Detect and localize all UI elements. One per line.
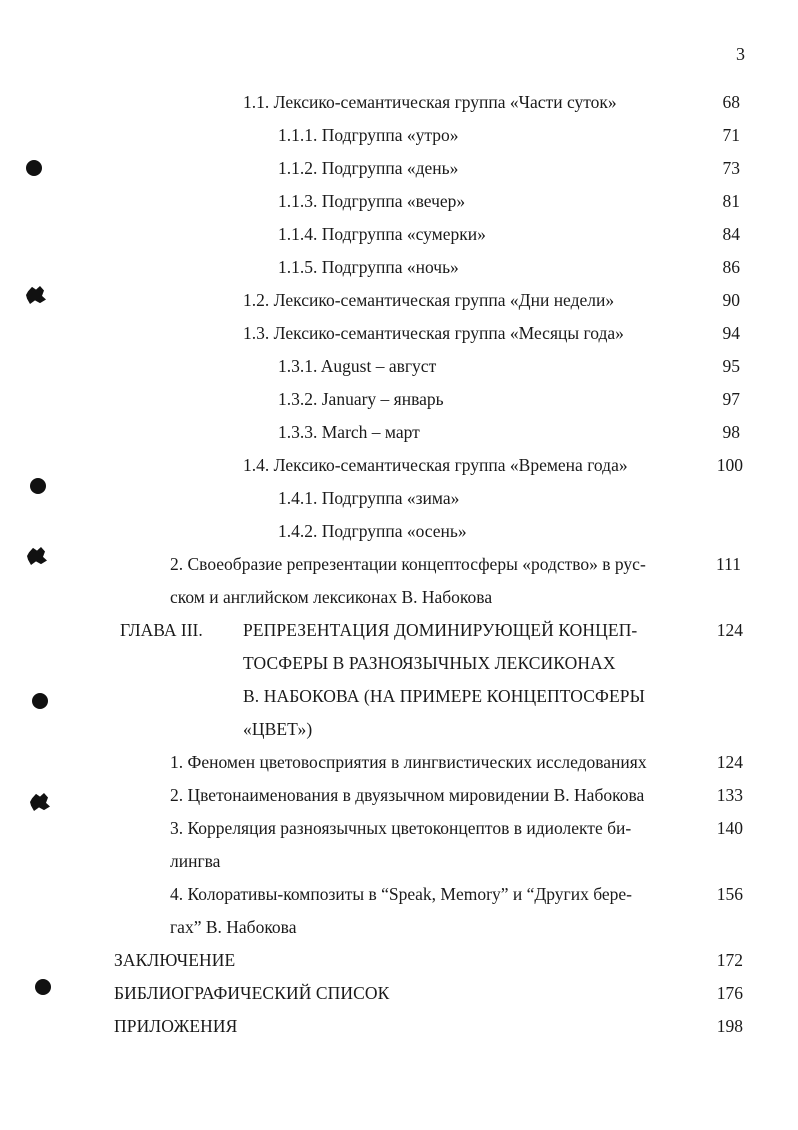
toc-entry-page: 198 (716, 1016, 743, 1036)
toc-entry-page: 176 (716, 983, 743, 1003)
binder-hole-mark (35, 979, 51, 995)
chapter-title: РЕПРЕЗЕНТАЦИЯ ДОМИНИРУЮЩЕЙ КОНЦЕП- (243, 620, 638, 640)
toc-entry-text: 1.1.2. Подгруппа «день» (278, 158, 459, 178)
toc-entry-page: 95 (722, 356, 740, 376)
toc-entry-text: 1.4. Лексико-семантическая группа «Времена года» (243, 455, 628, 475)
toc-entry-page: 100 (716, 455, 743, 475)
toc-entry-text: БИБЛИОГРАФИЧЕСКИЙ СПИСОК (114, 983, 390, 1003)
toc-entry-text: лингва (170, 851, 221, 871)
ink-blot-mark (30, 793, 50, 811)
chapter-title: ТОСФЕРЫ В РАЗНОЯЗЫЧНЫХ ЛЕКСИКОНАХ (243, 653, 616, 673)
toc-entry-page: 124 (716, 752, 743, 772)
chapter-label: ГЛАВА III. (120, 620, 203, 640)
ink-blot-mark (27, 547, 47, 565)
toc-entry-page: 94 (722, 323, 740, 343)
toc-entry-text: 3. Корреляция разноязычных цветоконцептов в идиолекте би- (170, 818, 632, 838)
chapter-title: В. НАБОКОВА (НА ПРИМЕРЕ КОНЦЕПТОСФЕРЫ (243, 686, 645, 706)
binder-hole-mark (32, 693, 48, 709)
toc-entry-text: 1.3.2. January – январь (278, 389, 444, 409)
toc-entry-text: 2. Своеобразие репрезентации концептосферы «родство» в рус- (170, 554, 646, 574)
toc-entry-page: 81 (722, 191, 740, 211)
toc-entry-text: гах” В. Набокова (170, 917, 297, 937)
toc-entry-text: 1.1.4. Подгруппа «сумерки» (278, 224, 486, 244)
toc-entry-page: 90 (722, 290, 740, 310)
toc-entry-page: 172 (716, 950, 743, 970)
toc-entry-page: 73 (722, 158, 740, 178)
toc-entry-text: 1.1. Лексико-семантическая группа «Части суток» (243, 92, 617, 112)
toc-entry-text: 2. Цветонаименования в двуязычном мировидении В. Набокова (170, 785, 645, 805)
toc-entry-page: 156 (716, 884, 743, 904)
toc-entry-text: 1.3. Лексико-семантическая группа «Месяцы года» (243, 323, 624, 343)
toc-entry-text: 1.1.1. Подгруппа «утро» (278, 125, 459, 145)
page-number: 3 (736, 44, 745, 64)
toc-entry-page: 124 (716, 620, 743, 640)
toc-entry-page: 71 (722, 125, 740, 145)
toc-entry-text: 1.1.3. Подгруппа «вечер» (278, 191, 466, 211)
toc-entry-page: 133 (716, 785, 743, 805)
toc-entry-text: 1.4.2. Подгруппа «осень» (278, 521, 467, 541)
toc-entry-text: 1.4.1. Подгруппа «зима» (278, 488, 460, 508)
toc-entry-page: 86 (722, 257, 740, 277)
toc-entry-text: 1. Феномен цветовосприятия в лингвистических исследованиях (170, 752, 647, 772)
toc-entry-page: 140 (716, 818, 743, 838)
binder-hole-mark (26, 160, 42, 176)
toc-entry-page: 68 (722, 92, 740, 112)
chapter-title: «ЦВЕТ») (243, 719, 313, 739)
toc-entry-text: ПРИЛОЖЕНИЯ (114, 1016, 238, 1036)
toc-entry-page: 97 (722, 389, 740, 409)
toc-entry-text: 1.3.3. March – март (278, 422, 420, 442)
toc-entry-page: 111 (716, 554, 741, 574)
toc-entry-text: 1.1.5. Подгруппа «ночь» (278, 257, 459, 277)
toc-entry-text: 4. Колоративы-композиты в “Speak, Memory” и “Других бере- (170, 884, 633, 904)
toc-entry-page: 98 (722, 422, 740, 442)
ink-blot-mark (26, 286, 46, 304)
toc-entry-text: ском и английском лексиконах В. Набокова (170, 587, 493, 607)
toc-entry-text: ЗАКЛЮЧЕНИЕ (114, 950, 236, 970)
binder-hole-mark (30, 478, 46, 494)
toc-entry-page: 84 (722, 224, 740, 244)
toc-entry-text: 1.3.1. August – август (278, 356, 437, 376)
toc-entry-text: 1.2. Лексико-семантическая группа «Дни недели» (243, 290, 615, 310)
